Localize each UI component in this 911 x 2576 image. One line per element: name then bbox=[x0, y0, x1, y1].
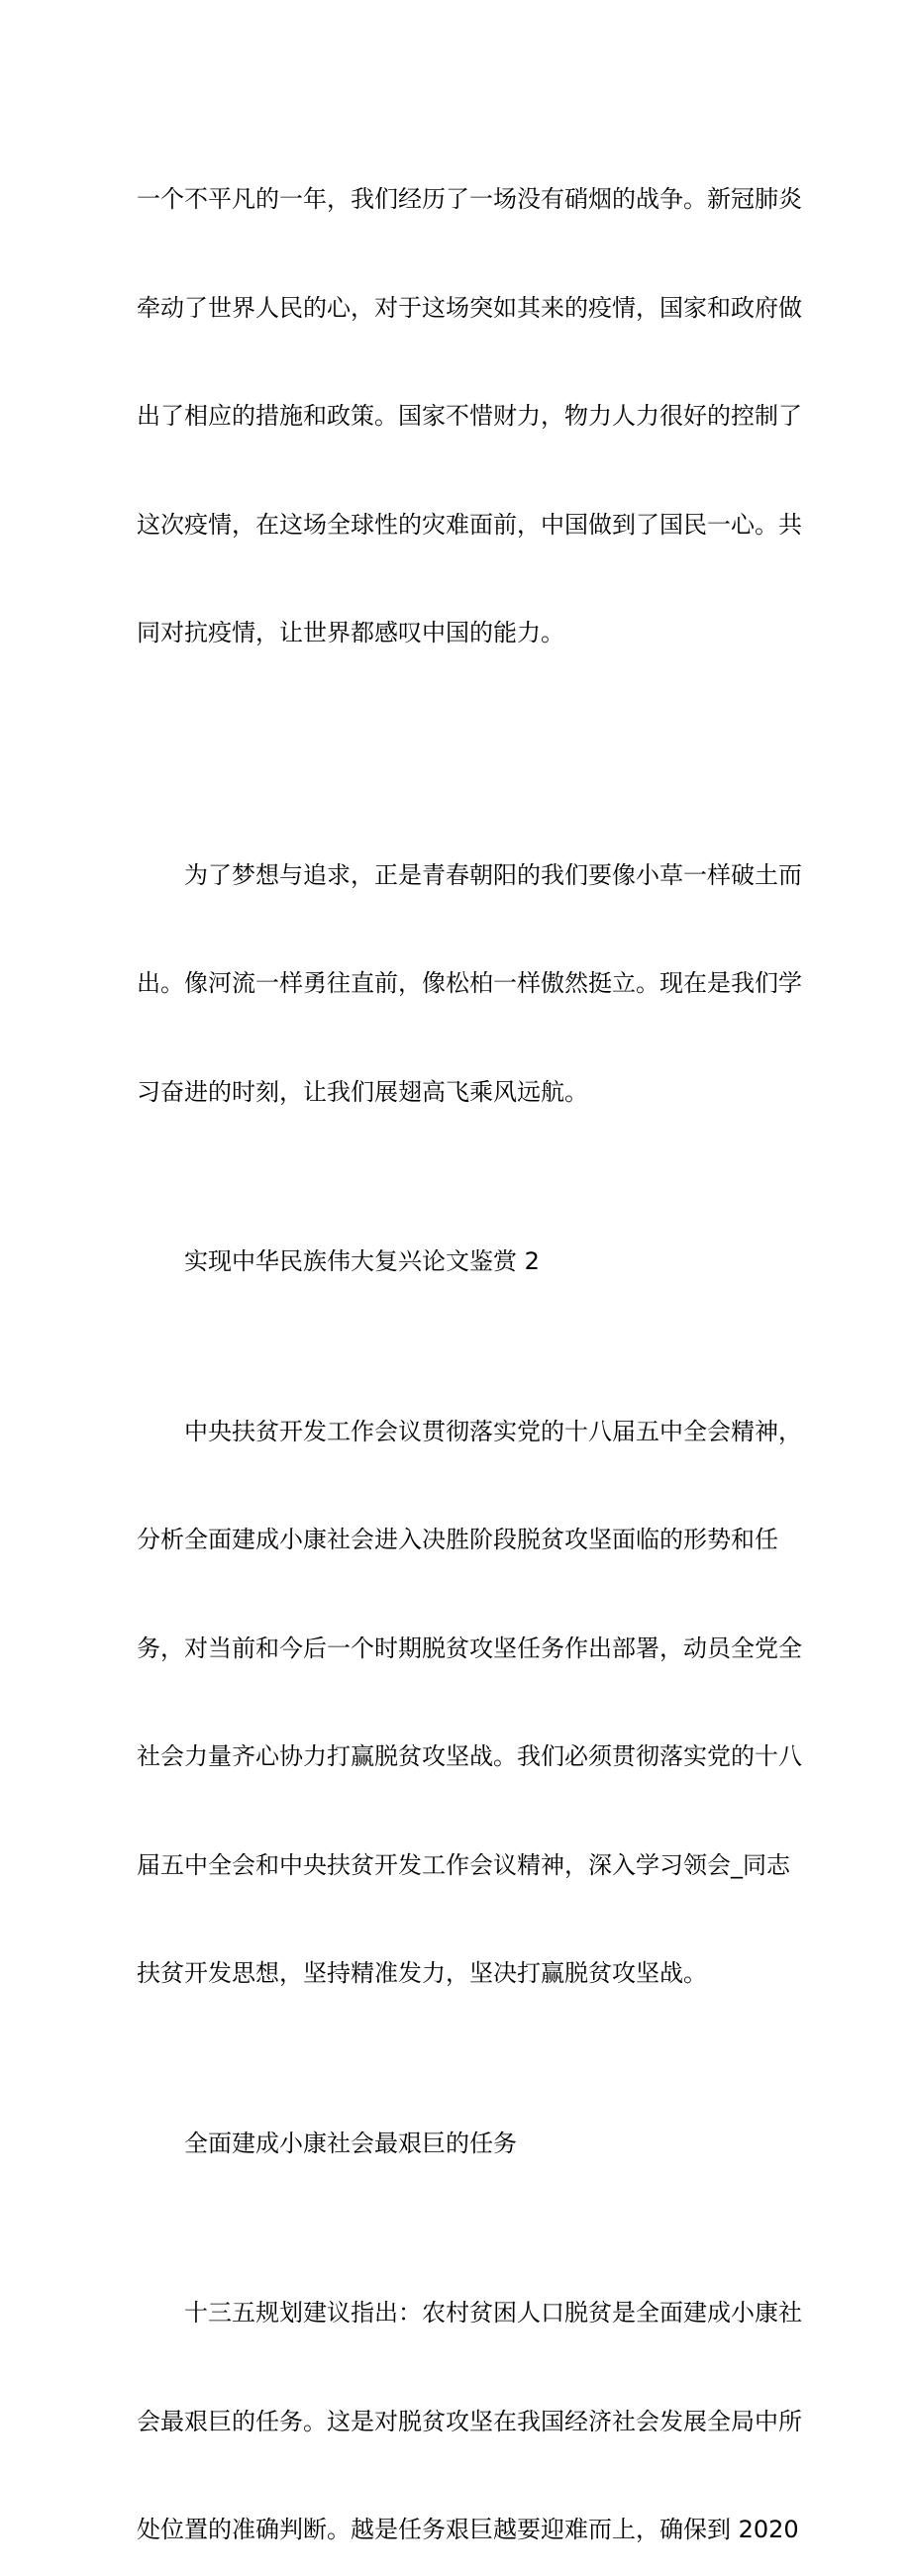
text-line: 扶贫开发思想，坚持精准发力，坚决打赢脱贫攻坚战。 bbox=[137, 1959, 707, 1987]
text-line: 为了梦想与追求，正是青春朝阳的我们要像小草一样破土而 bbox=[137, 860, 802, 889]
text-line: 十三五规划建议指出：农村贫困人口脱贫是全面建成小康社 bbox=[137, 2299, 802, 2327]
section-heading-essay-2: 实现中华民族伟大复兴论文鉴赏 2 bbox=[184, 1247, 540, 1275]
paragraph-spacer bbox=[137, 2161, 785, 2223]
paragraph-pandemic bbox=[137, 109, 802, 724]
document-page bbox=[137, 109, 802, 2576]
text-line: 处位置的准确判断。越是任务艰巨越要迎难而上，确保到 2020 bbox=[137, 2516, 799, 2543]
text-line: 同对抗疫情，让世界都感叹中国的能力。 bbox=[137, 619, 564, 646]
text-line: 出。像河流一样勇往直前，像松柏一样傲然挺立。现在是我们学 bbox=[137, 969, 802, 997]
text-line: 一个不平凡的一年，我们经历了一场没有硝烟的战争。新冠肺炎 bbox=[137, 185, 802, 213]
text-line: 牵动了世界人民的心，对于这场突如其来的疫情，国家和政府做 bbox=[137, 293, 802, 322]
paragraph-spacer bbox=[137, 2064, 785, 2126]
text-line: 社会力量齐心协力打赢脱贫攻坚战。我们必须贯彻落实党的十八 bbox=[137, 1742, 802, 1770]
text-line: 务，对当前和今后一个时期脱贫攻坚任务作出部署，动员全党全 bbox=[137, 1634, 802, 1662]
paragraph-spacer bbox=[137, 724, 785, 785]
text-line: 中央扶贫开发工作会议贯彻落实党的十八届五中全会精神， bbox=[137, 1417, 802, 1445]
text-line: 出了相应的措施和政策。国家不惜财力，物力人力很好的控制了 bbox=[137, 402, 802, 430]
paragraph-five-year-plan bbox=[137, 2223, 802, 2576]
text-line: 会最艰巨的任务。这是对脱贫攻坚在我国经济社会发展全局中所 bbox=[137, 2407, 802, 2435]
text-line: 分析全面建成小康社会进入决胜阶段脱贫攻坚面临的形势和任 bbox=[137, 1526, 778, 1553]
text-line: 这次疫情，在这场全球性的灾难面前，中国做到了国民一心。共 bbox=[137, 510, 802, 539]
paragraph-spacer bbox=[137, 1280, 785, 1341]
text-line: 习奋进的时刻，让我们展翅高飞乘风远航。 bbox=[137, 1077, 588, 1106]
paragraph-poverty-conference bbox=[137, 1341, 802, 2064]
paragraph-dream bbox=[137, 785, 802, 1183]
text-line: 届五中全会和中央扶贫开发工作会议精神，深入学习领会_同志 bbox=[137, 1850, 790, 1879]
paragraph-spacer bbox=[137, 1182, 785, 1243]
section-heading-hardest-task: 全面建成小康社会最艰巨的任务 bbox=[184, 2129, 517, 2157]
